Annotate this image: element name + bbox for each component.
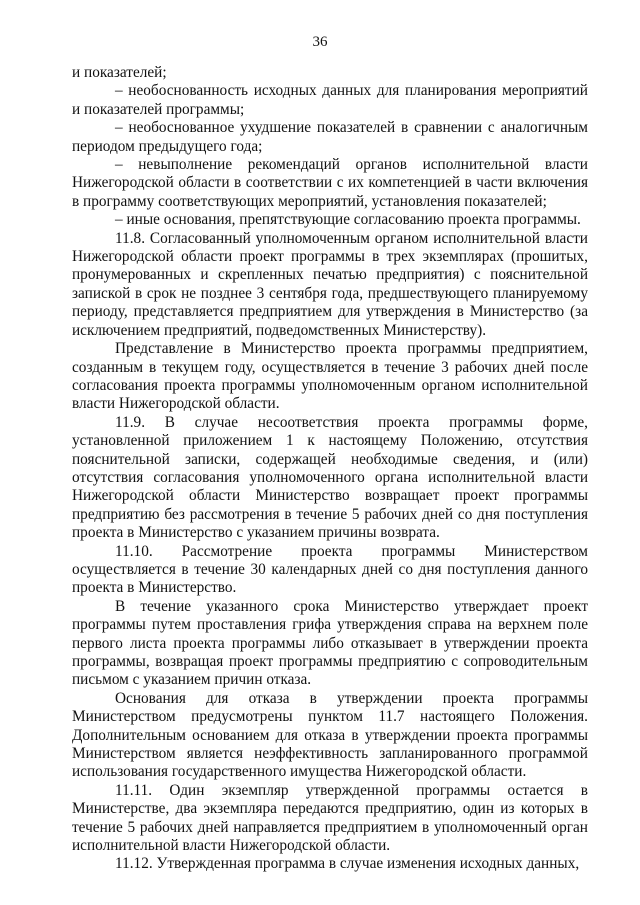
paragraph-11-11: 11.11. Один экземпляр утвержденной программы остается в Министерстве, два экземпляра передаются предприятию, один из которых в течение 5 рабочих дней направляется предприятием в уполномоченный орган исполнительной власти Нижегородской области. [72,781,588,855]
list-item-non-compliance: – невыполнение рекомендаций органов исполнительной власти Нижегородской области в соответствии с их компетенцией в части включения в программу соответствующих мероприятий, установления показателей; [72,156,588,210]
paragraph-submission-new-enterprise: Представление в Министерство проекта программы предприятием, созданным в текущем году, осуществляется в течение 3 рабочих дней после согласования проекта программы уполномоченным органом исполнительной власти Нижегородской области. [72,340,588,413]
paragraph-refusal-grounds: Основания для отказа в утверждении проекта программы Министерством предусмотрены пунктом 11.7 настоящего Положения. Дополнительным основанием для отказа в утверждении проекта программы Министерством является неэффективность запланированного программой использования государственного имущества Нижегородской области. [72,689,588,781]
paragraph-continuation: и показателей; [72,64,167,81]
paragraph-11-12: 11.12. Утвержденная программа в случае изменения исходных данных, [115,855,580,873]
paragraph-approval-term: В течение указанного срока Министерство утверждает проект программы путем проставления грифа утверждения справа на верхнем поле первого листа проекта программы либо отказывает в утверждении проекта программы, возвращая проект программы предприятию с сопроводительным письмом с указанием причин отказа. [72,597,588,689]
list-item-other-grounds: – иные основания, препятствующие согласованию проекта программы. [115,211,581,229]
page-number: 36 [312,34,328,50]
list-item-unfounded-data: – необоснованность исходных данных для планирования мероприятий и показателей программы; [72,82,588,118]
document-body [72,64,588,874]
paragraph-11-9: 11.9. В случае несоответствия проекта программы форме, установленной приложением 1 к настоящему Положению, отсутствия пояснительной записки, содержащей необходимые сведения, и (или) отсутствия согласования уполномоченного органа исполнительной власти Нижегородской области Министерство возвращает проект программы предприятию без рассмотрения в течение 5 рабочих дней со дня поступления проекта в Министерство с указанием причины возврата. [72,413,588,542]
paragraph-11-10: 11.10. Рассмотрение проекта программы Министерством осуществляется в течение 30 календарных дней со дня поступления данного проекта в Министерство. [72,542,588,597]
list-item-worsened-indicators: – необоснованное ухудшение показателей в сравнении с аналогичным периодом предыдущего года; [72,119,588,155]
paragraph-11-8: 11.8. Согласованный уполномоченным органом исполнительной власти Нижегородской области проект программы в трех экземплярах (прошитых, пронумерованных и скрепленных печатью предприятия) с пояснительной запиской в срок не позднее 3 сентября года, предшествующего планируемому периоду, представляется предприятием для утверждения в Министерство (за исключением предприятий, подведомственных Министерству). [72,229,588,339]
